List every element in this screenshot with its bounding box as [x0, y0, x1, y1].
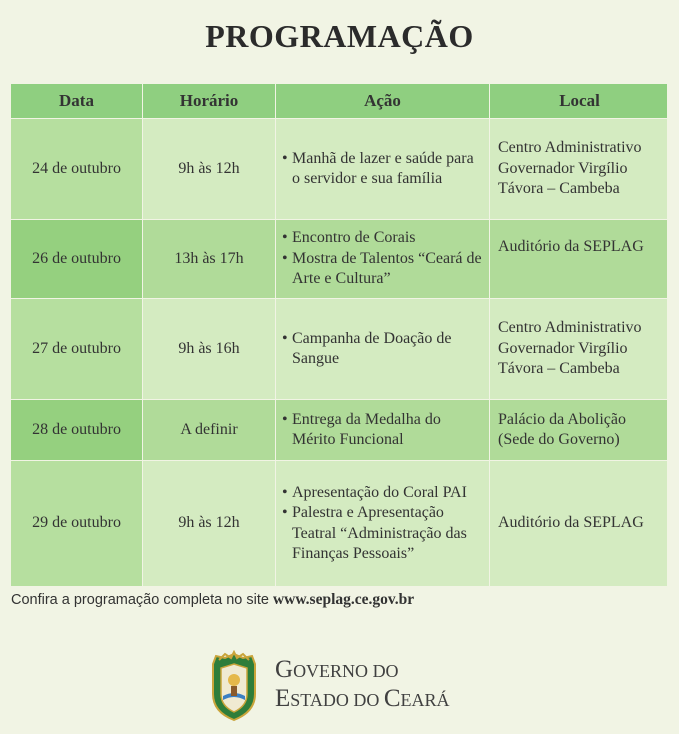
table-row — [11, 299, 667, 400]
row-time: A definir — [143, 400, 276, 460]
footnote-text: Confira a programação completa no site — [11, 592, 273, 608]
action-item: • Mostra de Talentos “Ceará de Arte e Cultura” — [282, 249, 483, 290]
schedule-table — [11, 84, 667, 587]
row-date: 27 de outubro — [11, 299, 143, 399]
row-location: Centro Administrativo Governador Virgílio Távora – Cambeba — [490, 119, 667, 219]
footnote — [11, 591, 414, 609]
table-row — [11, 220, 667, 299]
action-item: • Campanha de Doação de Sangue — [282, 329, 483, 370]
ceara-coat-of-arms-icon — [205, 650, 263, 722]
row-location: Centro Administrativo Governador Virgílio Távora – Cambeba — [490, 299, 667, 399]
logo-do-1: DO — [368, 661, 399, 681]
row-location: Palácio da Abolição (Sede do Governo) — [490, 400, 667, 460]
row-actions — [276, 461, 490, 586]
row-actions — [276, 119, 490, 219]
government-name — [275, 657, 450, 715]
action-item: • Encontro de Corais — [282, 228, 483, 249]
row-time: 13h às 17h — [143, 220, 276, 298]
logo-stado: STADO — [290, 690, 349, 710]
logo-c: C — [383, 685, 401, 712]
row-location: Auditório da SEPLAG — [490, 461, 667, 586]
logo-e: E — [275, 685, 291, 712]
logo-overno: OVERNO — [293, 661, 369, 681]
logo-eara: EARÁ — [400, 690, 450, 710]
action-item: • Entrega da Medalha do Mérito Funcional — [282, 410, 483, 451]
row-date: 24 de outubro — [11, 119, 143, 219]
row-date: 26 de outubro — [11, 220, 143, 298]
logo-do-2: DO — [348, 690, 384, 710]
row-time: 9h às 16h — [143, 299, 276, 399]
header-data: Data — [11, 84, 143, 118]
row-actions — [276, 400, 490, 460]
row-location: Auditório da SEPLAG — [490, 220, 667, 298]
table-header-row — [11, 84, 667, 119]
table-row — [11, 400, 667, 461]
logo-g: G — [275, 656, 294, 683]
header-acao: Ação — [276, 84, 490, 118]
action-item: • Manhã de lazer e saúde para o servidor e sua família — [282, 149, 483, 190]
action-item: • Palestra e Apresentação Teatral “Administração das Finanças Pessoais” — [282, 503, 483, 565]
government-logo — [205, 650, 450, 722]
row-time: 9h às 12h — [143, 461, 276, 586]
site-link[interactable]: www.seplag.ce.gov.br — [272, 591, 415, 608]
header-horario: Horário — [143, 84, 276, 118]
action-item: • Apresentação do Coral PAI — [282, 483, 483, 504]
row-actions — [276, 299, 490, 399]
row-time: 9h às 12h — [143, 119, 276, 219]
row-date: 29 de outubro — [11, 461, 143, 586]
table-row — [11, 461, 667, 587]
header-local: Local — [490, 84, 667, 118]
row-date: 28 de outubro — [11, 400, 143, 460]
table-row — [11, 119, 667, 220]
row-actions — [276, 220, 490, 298]
page-title: PROGRAMAÇÃO — [205, 18, 474, 54]
